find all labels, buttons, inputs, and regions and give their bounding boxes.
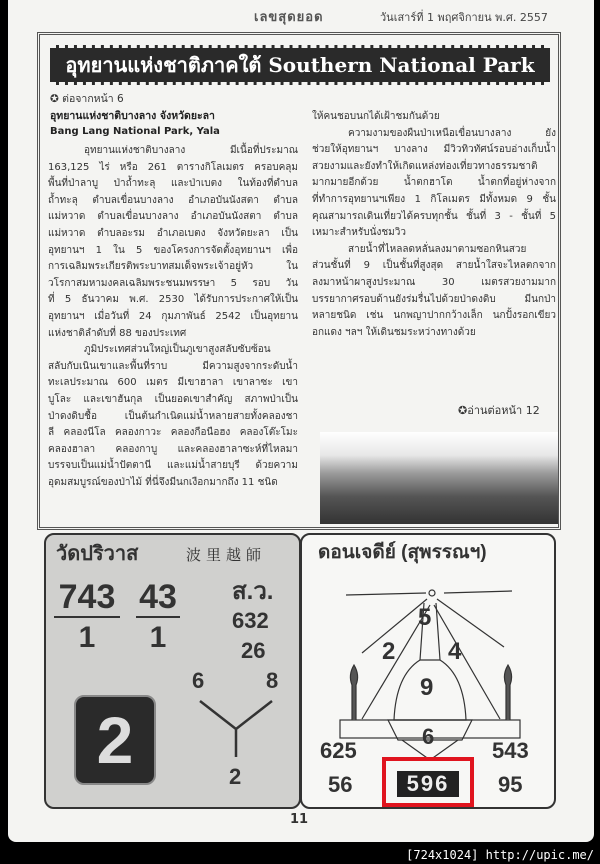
left-column — [48, 143, 298, 491]
number-26: 26 — [241, 638, 266, 663]
fraction1-bottom: 1 — [78, 621, 96, 654]
issue-date: วันเสาร์ที่ 1 พฤศจิกายน พ.ศ. 2557 — [380, 11, 548, 24]
text-line: ถ้ำทะลุ ตำบลเขื่อนบางลาง อำเภอบันนังสตา ตำบล — [48, 194, 298, 206]
text-line: ทะเลประมาณ 600 เมตร มีเขาฮาลา เขาลาซะ เขา — [48, 377, 298, 389]
article-banner: อุทยานแห่งชาติภาคใต้ Southern National Park — [50, 45, 550, 85]
y-diagram-lines — [196, 697, 286, 763]
text-line: ลี คลองนีโล คลองกาวะ คลองกือนือฮง คลองโต๊ะโมะ — [48, 427, 298, 439]
chedi-lower-number: 6 — [422, 724, 435, 749]
text-line: แม่หวาด ตำบลเขื่อนบางลาง อำเภอบันนังสตา ตำบล — [48, 211, 298, 223]
text-line: อุทยานฯ 1 ใน 5 ของโครงการจัดตั้งอุทยานฯ เพื่อ — [48, 244, 298, 256]
text-line: ความงามของผืนป่าเหนือเขื่อนบางลาง ยัง — [348, 127, 556, 139]
text-line: 163,125 ไร่ หรือ 261 ตารางกิโลเมตร ครอบคลุม — [48, 161, 298, 173]
right-upper-number: 543 — [492, 738, 529, 763]
chedi-top-number: 5 — [418, 604, 432, 631]
publication-name: เลขสุดยอด — [254, 10, 324, 25]
panel-title: วัดปริวาส — [56, 543, 139, 565]
text-line: สวยงามและยังทำให้เกิดแหล่งท่องเที่ยวทางธรรมชาติ — [312, 160, 538, 172]
fraction1-top: 743 — [54, 579, 120, 618]
text-line: แห่งชาติลำดับที่ 88 ของประเทศ — [48, 327, 187, 339]
continued-from: ✪ ต่อจากหน้า 6 — [50, 93, 124, 105]
text-line: อุทยานฯ เมื่อวันที่ 24 กุมภาพันธ์ 2542 เป็นอุทยาน — [48, 310, 298, 322]
text-line: หลายชนิด เช่น นกพญาปากกว้างเล็ก นกปั้งรอกเขียว — [312, 310, 556, 322]
text-line: อุทยานแห่งชาติบางลาง มีเนื้อที่ประมาณ — [84, 145, 298, 156]
text-line: บรรยากาศรอบด้านยังร่มรื่นไปด้วยป่าดงดิบ มีนกป่า — [312, 293, 556, 305]
sv-number: 632 — [232, 608, 269, 633]
right-lower-number: 95 — [498, 772, 523, 797]
text-line: เหมาะสำหรับนั่งชมวิว — [312, 227, 406, 239]
chedi-center-number: 9 — [420, 674, 434, 701]
lotto-panel-don-chedi — [300, 533, 556, 809]
text-line: ลงมาหน้าผาสูงประมาณ 30 เมตรสวยงามมาก — [312, 276, 556, 288]
text-line: บรรจบเป็นแม่น้ำปัตตานี และแม่น้ำสายบุรี ด้วยความ — [48, 460, 298, 472]
continued-to: ✪อ่านต่อหน้า 12 — [458, 404, 540, 417]
continued-to-text: อ่านต่อหน้า 12 — [467, 404, 540, 417]
chedi-right-number: 4 — [448, 638, 462, 665]
text-line: คลองฮาลา คลองกาบู และคลองฮาลาซะห์ที่ไหลมา — [48, 443, 298, 455]
waterfall-landscape-photo — [320, 432, 558, 524]
article-box — [37, 32, 561, 530]
fraction2-top: 43 — [136, 579, 180, 618]
left-upper-number: 625 — [320, 738, 357, 763]
sv-label: ส.ว. — [232, 578, 274, 605]
text-line: บูโละ และเขาฮันกุล เป็นยอดเขาสำคัญ สภาพป่าเป็น — [48, 393, 298, 405]
text-line: แม่หวาด ตำบลอะรม อำเภอเบตง จังหวัดยะลา เป็น — [48, 227, 298, 239]
text-line: คุณสามารถเดินเที่ยวได้ครบทุกชั้น ชั้นที่ 3 - ชั้นที่ 5 — [312, 210, 556, 222]
y-bottom: 2 — [229, 764, 242, 789]
text-line: ภูมิประเทศส่วนใหญ่เป็นภูเขาสูงสลับซับซ้อน — [84, 344, 271, 356]
right-column — [312, 109, 556, 341]
text-line: สลับกับเนินเขาและพื้นที่ราบ มีความสูงจากระดับน้ำ — [48, 360, 298, 372]
text-line: อกแดง ฯลฯ ให้เดินชมระหว่างทางด้วย — [312, 326, 476, 338]
text-line: มากมายอีกด้วย น้ำตกฮาโต น้ำตกที่อยู่ห่างจาก — [312, 177, 556, 189]
footer-watermark: [724x1024] http://upic.me/ — [406, 848, 594, 862]
left-lower-number: 56 — [328, 772, 353, 797]
text-line: ที่ทำการอุทยานฯเพียง 1 กิโลเมตร มีทั้งหมด 9 ชั้น — [312, 193, 556, 205]
text-line: ป่าดงดิบชื้อ เป็นต้นกำเนิดแม่น้ำหลายสายทั้งคลองชา — [48, 410, 298, 422]
lotto-panel-wat-priwat — [44, 533, 301, 809]
continued-from-text: ต่อจากหน้า 6 — [62, 93, 124, 105]
highlight-frame — [382, 757, 474, 807]
text-line: พื้นที่ป่าลาบู ป่าถ้ำทะลุ และป่าเบตง ในท้องที่ตำบล — [48, 178, 298, 190]
text-line: สายน้ำที่ไหลลดหลั่นลงมาตามซอกหินสวย — [348, 243, 527, 255]
article-english-subtitle: Bang Lang National Park, Yala — [50, 126, 220, 137]
fraction2-bottom: 1 — [149, 621, 167, 654]
text-line: ช่วยให้อุทยานฯ บางลาง มีวิวทิวทัศน์รอบอ่างเก็บน้ำ — [312, 144, 556, 156]
highlight-number: 596 — [397, 771, 460, 797]
chedi-left-number: 2 — [382, 638, 396, 665]
chinese-title: 波里越師 — [186, 546, 267, 564]
panel-title: ดอนเจดีย์ (สุพรรณฯ) — [318, 542, 487, 563]
article-subtitle: อุทยานแห่งชาติบางลาง จังหวัดยะลา — [50, 110, 215, 122]
text-line: วโรกาสมหามงคลเฉลิมพระชนมพรรษา 5 รอบ วัน — [48, 277, 298, 289]
big-digit-box: 2 — [74, 695, 156, 785]
text-line: ที่ 5 ธันวาคม พ.ศ. 2530 ได้รับการประกาศให้เป็น — [48, 294, 298, 306]
text-line: ให้คนชอบนกได้เฝ้าชมกันด้วย — [312, 111, 440, 122]
text-line: ส่วนชั้นที่ 9 เป็นชั้นที่สูงสุด สายน้ำใสจะไหลตกจาก — [312, 260, 556, 272]
text-line: อุดมสมบูรณ์ของป่าไม้ ที่นี่จึงมีนกเงือกมากถึง 11 ชนิด — [48, 476, 278, 488]
text-line: การเฉลิมพระเกียรติพระบาทสมเด็จพระเจ้าอยู่หัว ใน — [48, 261, 298, 273]
page-number: 11 — [290, 812, 309, 827]
newspaper-page — [8, 0, 594, 842]
y-right: 8 — [266, 668, 279, 693]
y-left: 6 — [192, 668, 205, 693]
